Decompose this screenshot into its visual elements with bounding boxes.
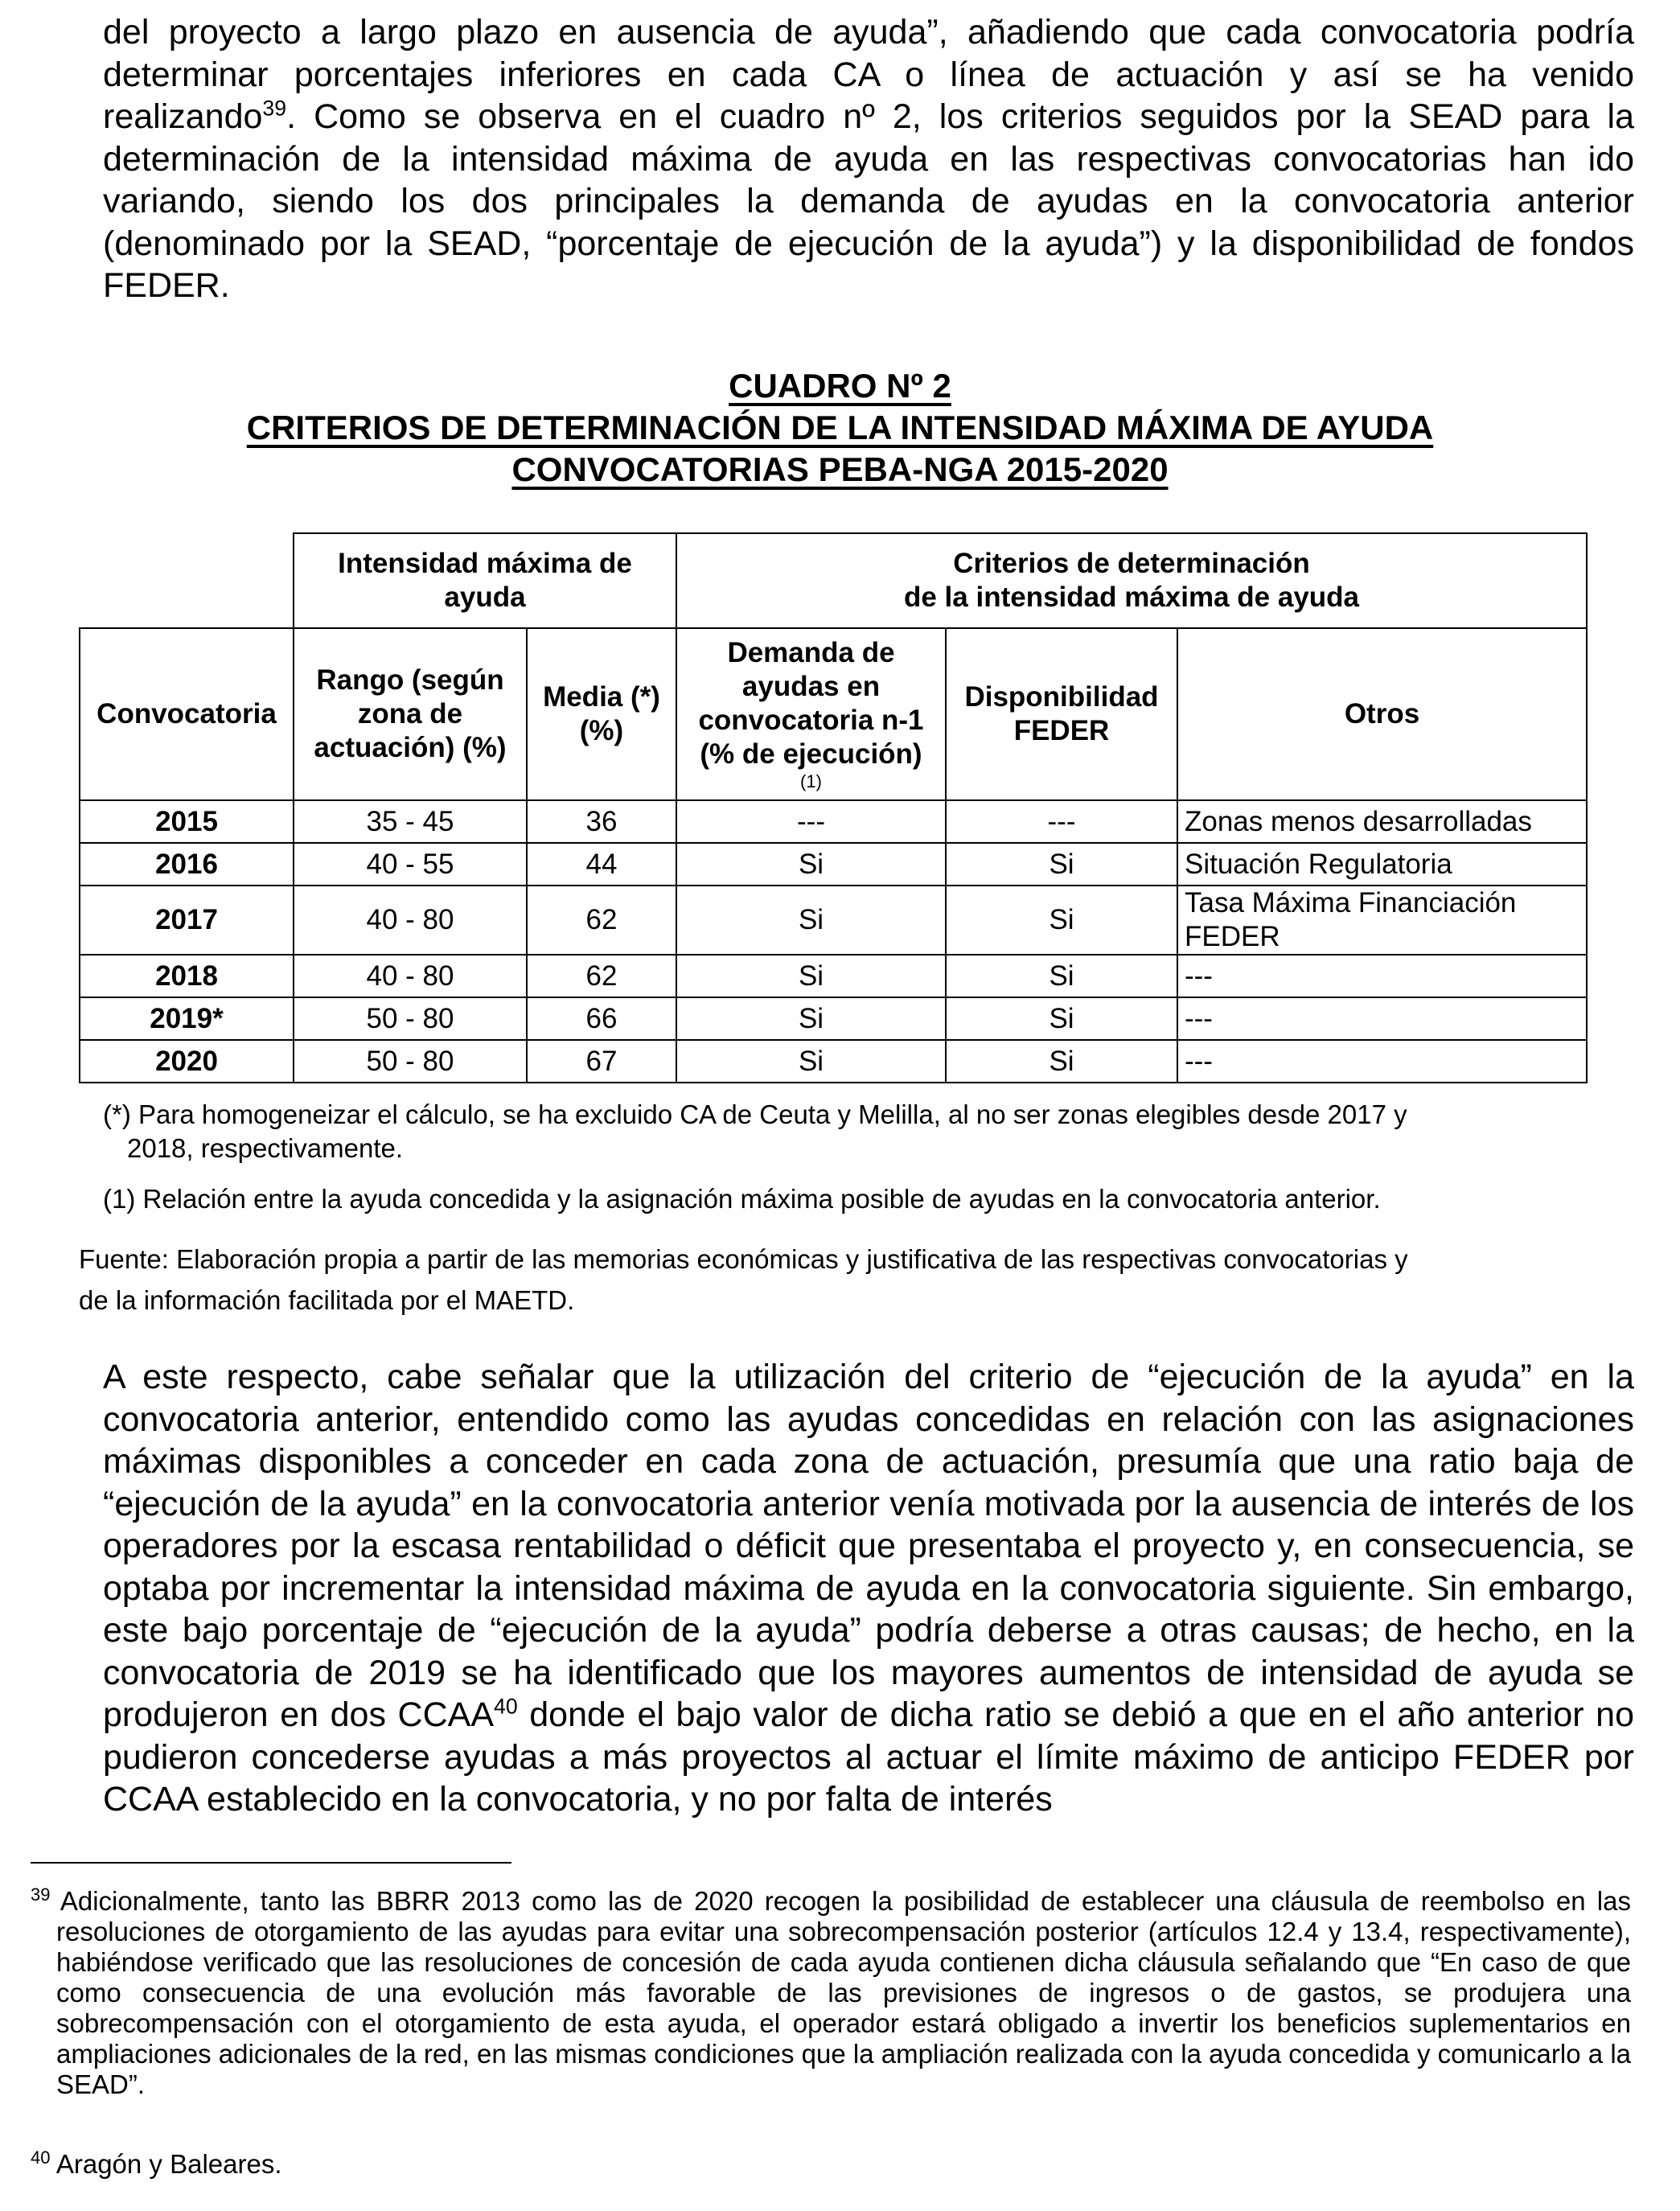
cell-rango: 50 - 80 xyxy=(294,1040,527,1083)
header-intensidad: Intensidad máxima de ayuda xyxy=(294,533,676,628)
note-asterisk-line-1: (*) Para homogeneizar el cálculo, se ha excluido CA de Ceuta y Melilla, al no ser zonas elegibles desde 2017 y xyxy=(103,1099,1407,1129)
cell-rango: 35 - 45 xyxy=(294,800,527,843)
cell-otros: --- xyxy=(1177,955,1587,997)
source-note xyxy=(79,1239,1591,1321)
source-line-2: de la información facilitada por el MAETD. xyxy=(79,1285,575,1315)
intro-paragraph xyxy=(103,11,1634,307)
cell-demanda: --- xyxy=(676,800,946,843)
header-criterios xyxy=(676,533,1587,628)
cell-rango: 40 - 55 xyxy=(294,843,527,886)
cell-year: 2016 xyxy=(80,843,294,886)
cell-year: 2020 xyxy=(80,1040,294,1083)
footnote-40-number: 40 xyxy=(31,2147,51,2168)
footnote-40 xyxy=(31,2149,1631,2180)
cell-otros: --- xyxy=(1177,997,1587,1040)
intro-rest-text: . Como se observa en el cuadro nº 2, los criterios seguidos por la SEAD para la determinación de la intensidad máxima de ayuda en las respectivas convocatorias han ido variando, siendo los dos principales la demanda de ayudas en la convocatoria anterior (denominado por la SEAD, “porcentaje de ejecución de la ayuda”) y la disponibilidad de fondos FEDER. xyxy=(103,97,1634,305)
cell-media: 67 xyxy=(527,1040,676,1083)
cell-media: 62 xyxy=(527,886,676,955)
table-row xyxy=(80,955,1587,997)
cell-media: 44 xyxy=(527,843,676,886)
footnote-40-text: Aragón y Baleares. xyxy=(55,2149,282,2179)
col-disponibilidad: Disponibilidad FEDER xyxy=(946,628,1177,800)
note-1: (1) Relación entre la ayuda concedida y la asignación máxima posible de ayudas en la convocatoria anterior. xyxy=(103,1184,1381,1214)
footnote-39-text: Adicionalmente, tanto las BBRR 2013 como las de 2020 recogen la posibilidad de establecer una cláusula de reembolso en las resoluciones de otorgamiento de las ayudas para evitar una sobrecompensación posterior (artículos 12.4 y 13.4, respectivamente), habiéndose verificado que las resoluciones de concesión de cada ayuda contienen dicha cláusula señalando que “En caso de que como consecuencia de una evolución más favorable de las previsiones de ingresos o de gastos, se produjera una sobrecompensación con el otorgamiento de esta ayuda, el operador estará obligado a invertir los beneficios suplementarios en ampliaciones adicionales de la red, en las mismas condiciones que la ampliación realizada con la ayuda concedida y comunicarlo a la SEAD”. xyxy=(56,1886,1631,2099)
table-row xyxy=(80,800,1587,843)
cell-year: 2015 xyxy=(80,800,294,843)
footnote-39-number: 39 xyxy=(31,1884,51,1905)
cell-feder: Si xyxy=(946,997,1177,1040)
footnote-separator xyxy=(31,1862,511,1864)
note-asterisk xyxy=(103,1098,1407,1165)
table-row xyxy=(80,1040,1587,1083)
intro-rest xyxy=(103,96,1634,307)
cell-demanda: Si xyxy=(676,1040,946,1083)
cell-feder: Si xyxy=(946,1040,1177,1083)
cell-rango: 50 - 80 xyxy=(294,997,527,1040)
cell-feder: --- xyxy=(946,800,1177,843)
cell-rango: 40 - 80 xyxy=(294,955,527,997)
intro-line-3-start: realizando xyxy=(103,97,263,136)
table-title xyxy=(0,365,1680,491)
body-paragraph xyxy=(103,1356,1634,1821)
intro-line-1: del proyecto a largo plazo en ausencia de ayuda”, añadiendo que cada convocatoria podría xyxy=(103,13,1634,51)
cell-media: 36 xyxy=(527,800,676,843)
cell-otros: Tasa Máxima Financiación FEDER xyxy=(1177,886,1587,955)
footnote-39-body xyxy=(31,1886,1631,2100)
cell-year: 2019* xyxy=(80,997,294,1040)
footnote-39 xyxy=(31,1886,1631,2100)
header-criterios-line-2: de la intensidad máxima de ayuda xyxy=(903,582,1360,613)
cell-feder: Si xyxy=(946,955,1177,997)
col-media: Media (*) (%) xyxy=(527,628,676,800)
cell-feder: Si xyxy=(946,886,1177,955)
body-text-part-1: A este respecto, cabe señalar que la utilización del criterio de “ejecución de la ayuda” en la convocatoria anterior, entendido como las ayudas concedidas en relación con las asignaciones máximas disponibles a conceder en cada zona de actuación, presumía que una ratio baja de “ejecución de la ayuda” en la convocatoria anterior venía motivada por la ausencia de interés de los operadores por la escasa rentabilidad o déficit que presentaba el proyecto y, en consecuencia, se optaba por incrementar la intensidad máxima de ayuda en la convocatoria siguiente. Sin embargo, este bajo porcentaje de “ejecución de la ayuda” podría deberse a otras causas; de hecho, en la convocatoria de 2019 se ha identificado que los mayores aumentos de intensidad de ayuda se produjeron en dos CCAA xyxy=(103,1358,1634,1734)
cell-demanda: Si xyxy=(676,955,946,997)
cell-otros: --- xyxy=(1177,1040,1587,1083)
col-demanda-label: Demanda de ayudas en convocatoria n-1 (% de ejecución) xyxy=(698,637,924,770)
col-convocatoria: Convocatoria xyxy=(80,628,294,800)
cell-year: 2018 xyxy=(80,955,294,997)
cell-demanda: Si xyxy=(676,843,946,886)
body-text-part-2: donde el bajo valor de dicha ratio se debió a que en el año anterior no pudieron concederse ayudas a más proyectos al actuar el límite máximo de anticipo FEDER por CCAA establecido en la convocatoria, y no por falta de interés xyxy=(103,1695,1634,1819)
title-line-3: CONVOCATORIAS PEBA-NGA 2015-2020 xyxy=(511,450,1169,488)
cell-rango: 40 - 80 xyxy=(294,886,527,955)
title-line-2: CRITERIOS DE DETERMINACIÓN DE LA INTENSIDAD MÁXIMA DE AYUDA xyxy=(246,409,1434,446)
table-row xyxy=(80,843,1587,886)
cell-otros: Situación Regulatoria xyxy=(1177,843,1587,886)
source-line-1: Fuente: Elaboración propia a partir de las memorias económicas y justificativa de las respectivas convocatorias y xyxy=(79,1244,1408,1274)
cell-media: 66 xyxy=(527,997,676,1040)
title-line-1: CUADRO Nº 2 xyxy=(729,367,951,405)
cell-media: 62 xyxy=(527,955,676,997)
cell-demanda: Si xyxy=(676,997,946,1040)
col-demanda xyxy=(676,628,946,800)
intro-line-2: determinar porcentajes inferiores en cada CA o línea de actuación y así se ha venido xyxy=(103,55,1634,94)
cell-year: 2017 xyxy=(80,886,294,955)
table-row xyxy=(80,997,1587,1040)
table-row xyxy=(80,886,1587,955)
col-otros: Otros xyxy=(1177,628,1587,800)
col-demanda-note: (1) xyxy=(800,771,822,791)
note-asterisk-line-2: 2018, respectivamente. xyxy=(127,1133,404,1163)
footnote-ref-39[interactable]: 39 xyxy=(262,96,287,121)
cell-demanda: Si xyxy=(676,886,946,955)
header-criterios-line-1: Criterios de determinación xyxy=(953,548,1310,579)
cell-otros: Zonas menos desarrolladas xyxy=(1177,800,1587,843)
footnote-ref-40[interactable]: 40 xyxy=(494,1694,518,1719)
col-rango: Rango (según zona de actuación) (%) xyxy=(294,628,527,800)
cell-feder: Si xyxy=(946,843,1177,886)
criteria-table xyxy=(79,532,1588,1083)
table-corner xyxy=(80,533,294,628)
